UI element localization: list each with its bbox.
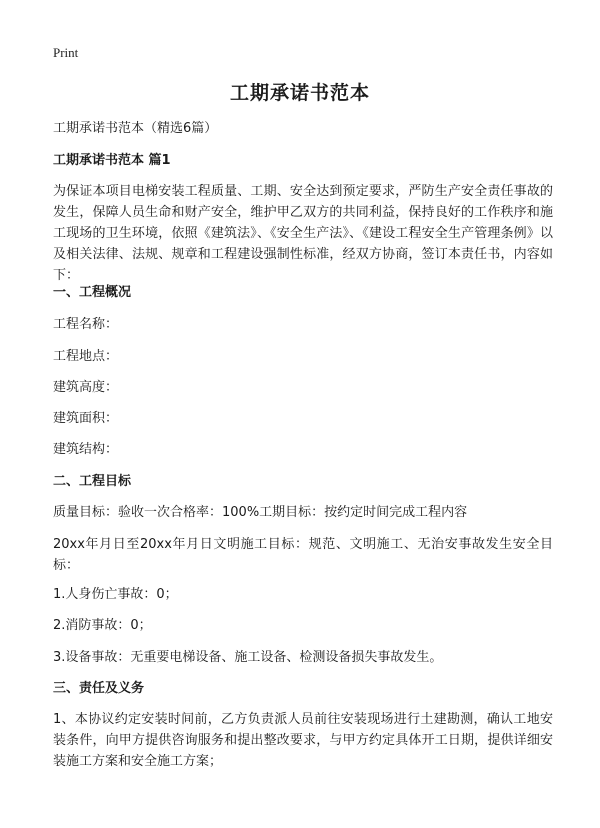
goal-item: 2.消防事故：0；: [53, 618, 152, 633]
article-heading: 工期承诺书范本 篇1: [53, 153, 171, 168]
section-heading-responsibilities: 三、责任及义务: [53, 681, 145, 696]
intro-paragraph: 为保证本项目电梯安装工程质量、工期、安全达到预定要求，严防生产安全责任事故的发生，保障人员生命和财产安全，维护甲乙双方的共同利益，保持良好的工作秩序和施工现场的卫生环境，依照《建筑法》、《安全生产法》、《建设工程安全生产管理条例》以及相关法律、法规、规章和工程建设强制性标准，经双方协商，签订本责任书，内容如下：: [53, 184, 553, 283]
goal-item: 3.设备事故：无重要电梯设备、施工设备、检测设备损失事故发生。: [53, 650, 443, 665]
responsibility-paragraph: 1、本协议约定安装时间前，乙方负责派人员前往安装现场进行土建勘测，确认工地安装条件，向甲方提供咨询服务和提出整改要求，与甲方约定具体开工日期，提供详细安装施工方案和安全施工方案；: [53, 712, 553, 769]
page-title: 工期承诺书范本: [229, 82, 370, 104]
section-heading-overview: 一、工程概况: [53, 285, 132, 300]
quality-goal-line: 质量目标：验收一次合格率：100%工期目标：按约定时间完成工程内容: [53, 505, 468, 520]
schedule-goal-line: 20xx年月日至20xx年月日文明施工目标：规范、文明施工、无治安事故发生安全目标：: [53, 537, 553, 573]
print-link[interactable]: Print: [53, 45, 79, 60]
goal-item: 1.人身伤亡事故：0；: [53, 587, 178, 602]
section-heading-goals: 二、工程目标: [53, 474, 132, 489]
field-building-height: 建筑高度：: [53, 380, 119, 395]
document-subtitle: 工期承诺书范本（精选6篇）: [53, 121, 218, 136]
field-project-name: 工程名称：: [53, 317, 119, 332]
field-building-structure: 建筑结构：: [53, 442, 119, 457]
field-building-area: 建筑面积：: [53, 411, 119, 426]
field-project-location: 工程地点：: [53, 349, 119, 364]
